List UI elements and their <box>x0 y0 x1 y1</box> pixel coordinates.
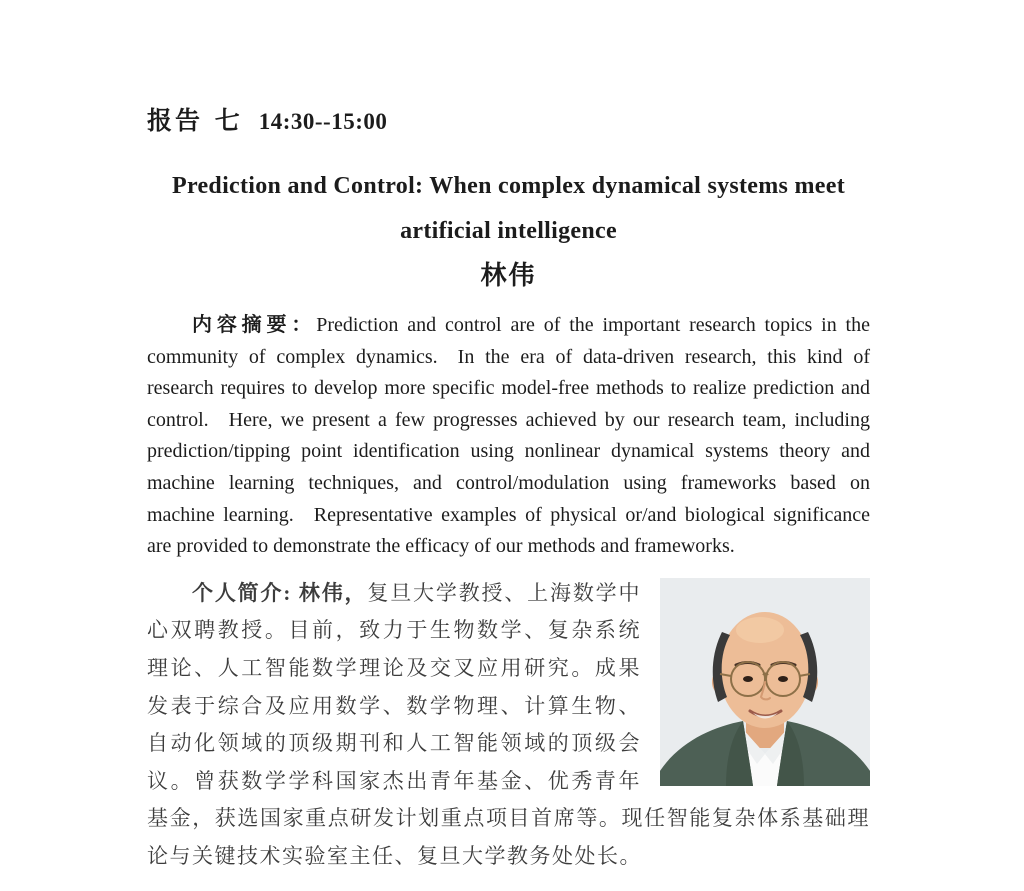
session-header <box>147 101 870 137</box>
bio-label: 个人简介: 林伟， <box>192 580 368 605</box>
speaker-name: 林伟 <box>480 261 537 291</box>
session-time: 14:30--15:00 <box>258 109 388 134</box>
bio-section <box>147 575 870 876</box>
talk-title-line-2: artificial intelligence <box>400 218 617 244</box>
talk-title <box>147 164 870 254</box>
speaker-portrait-illustration <box>660 578 870 786</box>
speaker-photo <box>660 578 870 786</box>
bio-text: 复旦大学教授、上海数学中心双聘教授。目前，致力于生物数学、复杂系统理论、人工智能数学理论及交叉应用研究。成果发表于综合及应用数学、数学物理、计算生物、自动化领域的顶级期刊和人工智能领域的顶级会议。曾获数学学科国家杰出青年基金、优秀青年基金，获选国家重点研发计划重点项目首席等。现任智能复杂体系基础理论与关键技术实验室主任、复旦大学教务处处长。 <box>147 580 870 868</box>
abstract-text: Prediction and control are of the important research topics in the community of complex dynamics. In the era of data-driven research, this kind of research requires to develop more specific model-free methods to realize prediction and control. Here, we present a few progresses achieved by our research team, including prediction/tipping point identification using nonlinear dynamical systems theory and machine learning techniques, and control/modulation using frameworks based on machine learning. Representative examples of physical or/and biological significance are provided to demonstrate the efficacy of our methods and frameworks. <box>147 314 870 558</box>
session-label: 报告 七 <box>147 106 243 135</box>
talk-title-line-1: Prediction and Control: When complex dynamical systems meet <box>171 173 845 199</box>
abstract-label: 内容摘要： <box>192 312 317 336</box>
abstract-paragraph <box>147 309 870 563</box>
page-content <box>147 101 870 876</box>
